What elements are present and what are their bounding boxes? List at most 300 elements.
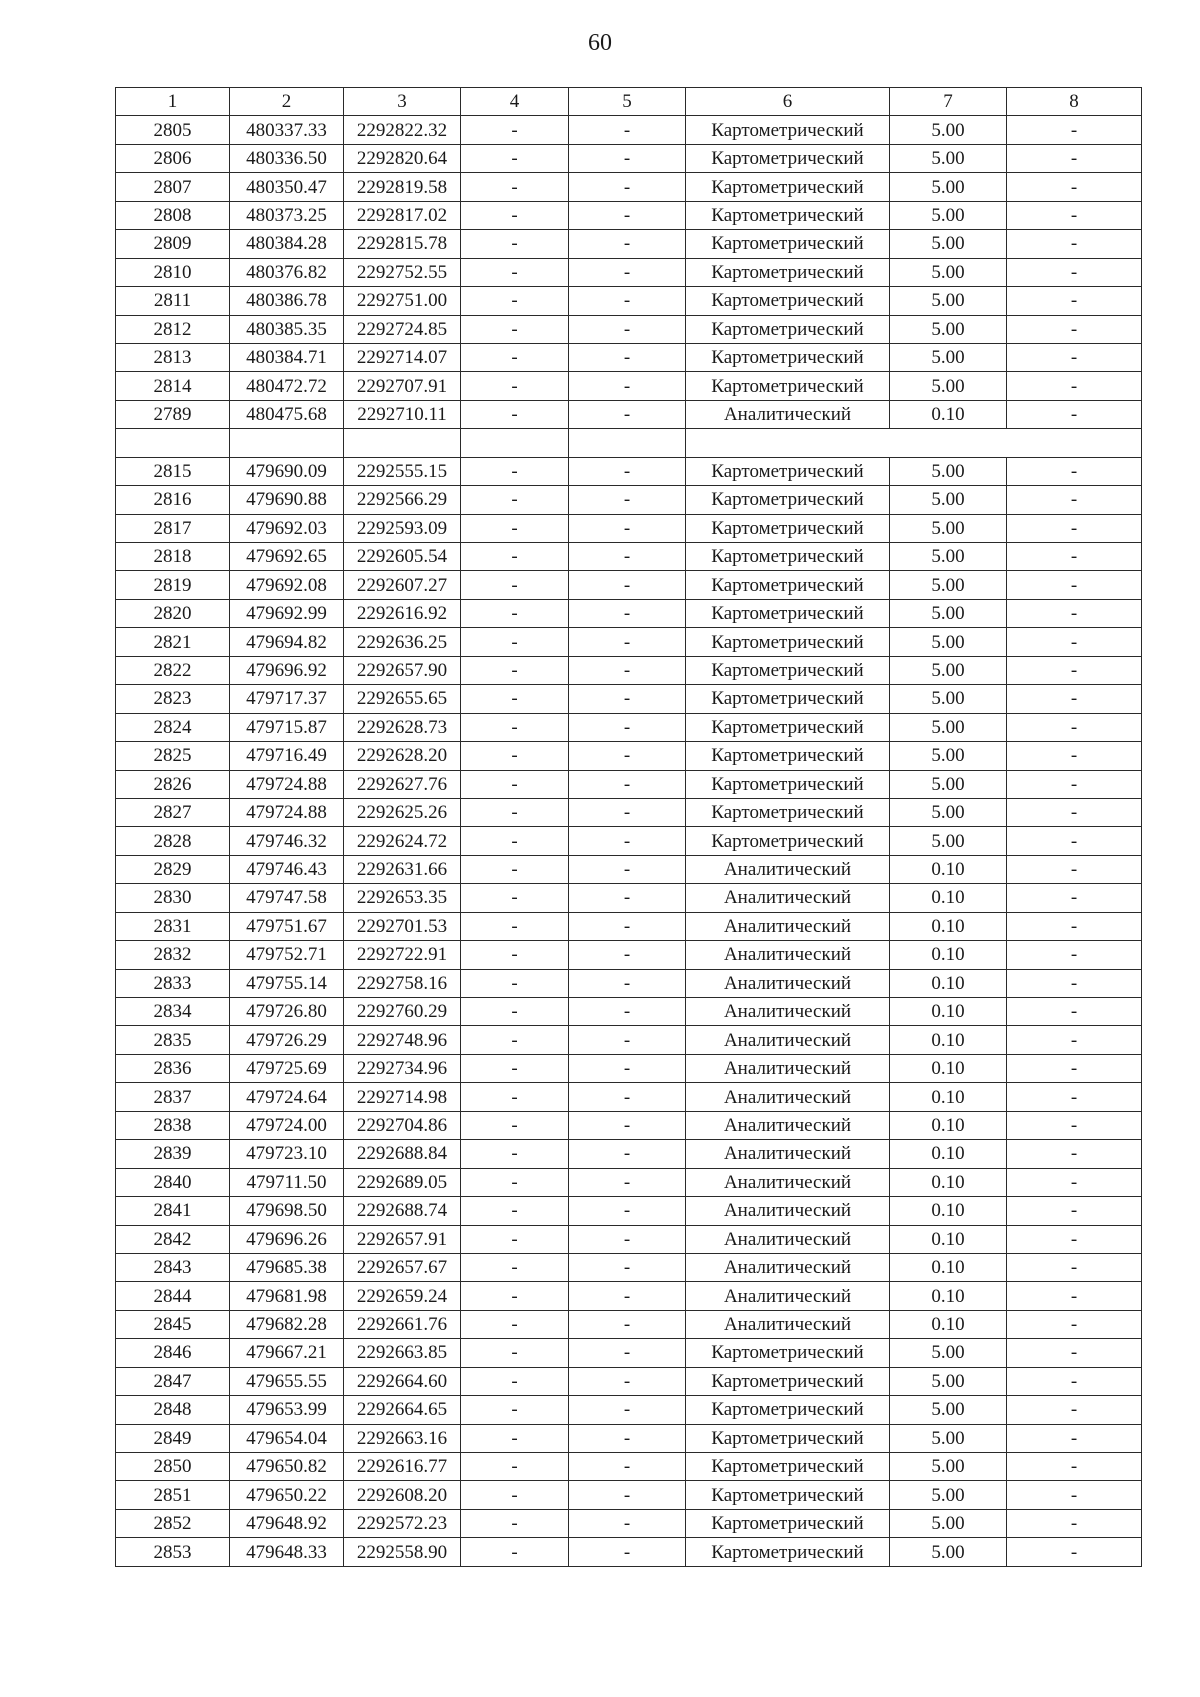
table-cell: Аналитический <box>686 400 890 428</box>
table-row <box>116 912 1142 940</box>
table-row <box>116 1111 1142 1139</box>
table-cell: 2831 <box>116 912 230 940</box>
table-cell: 2823 <box>116 685 230 713</box>
table-cell: - <box>1007 1253 1142 1281</box>
table-cell: - <box>1007 798 1142 826</box>
table-cell: 479724.88 <box>230 770 344 798</box>
table-cell: 2826 <box>116 770 230 798</box>
table-cell: - <box>1007 1424 1142 1452</box>
table-cell: 2849 <box>116 1424 230 1452</box>
table-cell: 2845 <box>116 1310 230 1338</box>
table-cell: 5.00 <box>890 1396 1007 1424</box>
table-cell: 479746.32 <box>230 827 344 855</box>
table-cell: - <box>1007 372 1142 400</box>
table-row <box>116 599 1142 627</box>
table-cell: - <box>569 1225 686 1253</box>
table-cell: 2292760.29 <box>344 998 461 1026</box>
table-cell: 2292817.02 <box>344 201 461 229</box>
table-cell: - <box>569 1310 686 1338</box>
table-cell: Аналитический <box>686 1168 890 1196</box>
table-cell: 479725.69 <box>230 1054 344 1082</box>
table-row <box>116 1253 1142 1281</box>
table-cell: 2292689.05 <box>344 1168 461 1196</box>
table-cell: Картометрический <box>686 230 890 258</box>
table-cell: 0.10 <box>890 400 1007 428</box>
table-cell: 2820 <box>116 599 230 627</box>
table-cell: 2817 <box>116 514 230 542</box>
separator-cell <box>569 429 686 457</box>
table-cell: - <box>461 628 569 656</box>
table-cell: - <box>569 514 686 542</box>
table-cell: 479716.49 <box>230 742 344 770</box>
table-cell: Картометрический <box>686 201 890 229</box>
table-row <box>116 1481 1142 1509</box>
table-cell: 2292688.74 <box>344 1197 461 1225</box>
table-cell: - <box>1007 770 1142 798</box>
table-cell: 2292752.55 <box>344 258 461 286</box>
table-cell: - <box>1007 1396 1142 1424</box>
table-cell: - <box>569 258 686 286</box>
table-cell: Картометрический <box>686 1453 890 1481</box>
table-cell: - <box>1007 457 1142 485</box>
table-cell: 479692.65 <box>230 543 344 571</box>
table-cell: - <box>1007 258 1142 286</box>
table-cell: - <box>569 457 686 485</box>
table-cell: - <box>569 1140 686 1168</box>
table-cell: 2844 <box>116 1282 230 1310</box>
table-cell: 5.00 <box>890 1424 1007 1452</box>
table-cell: 479724.64 <box>230 1083 344 1111</box>
table-cell: Картометрический <box>686 543 890 571</box>
table-cell: 2825 <box>116 742 230 770</box>
table-cell: 0.10 <box>890 941 1007 969</box>
table-cell: 2827 <box>116 798 230 826</box>
table-cell: 5.00 <box>890 656 1007 684</box>
table-cell: 2828 <box>116 827 230 855</box>
table-cell: Картометрический <box>686 315 890 343</box>
table-cell: - <box>569 372 686 400</box>
table-cell: - <box>1007 941 1142 969</box>
table-cell: 0.10 <box>890 1111 1007 1139</box>
table-cell: Аналитический <box>686 1111 890 1139</box>
table-cell: 2806 <box>116 144 230 172</box>
table-row <box>116 571 1142 599</box>
table-row <box>116 1310 1142 1338</box>
table-cell: Аналитический <box>686 1140 890 1168</box>
table-row <box>116 798 1142 826</box>
table-cell: - <box>461 457 569 485</box>
table-cell: - <box>461 941 569 969</box>
table-cell: Аналитический <box>686 1026 890 1054</box>
table-cell: - <box>569 315 686 343</box>
table-cell: - <box>569 571 686 599</box>
table-cell: 2292607.27 <box>344 571 461 599</box>
table-cell: - <box>1007 571 1142 599</box>
table-cell: - <box>569 713 686 741</box>
table-cell: - <box>461 315 569 343</box>
table-cell: Аналитический <box>686 1253 890 1281</box>
table-cell: - <box>1007 884 1142 912</box>
table-cell: - <box>1007 1538 1142 1566</box>
table-cell: 2814 <box>116 372 230 400</box>
table-cell: - <box>1007 656 1142 684</box>
table-row <box>116 372 1142 400</box>
table-cell: 5.00 <box>890 1481 1007 1509</box>
table-cell: 5.00 <box>890 685 1007 713</box>
table-cell: 0.10 <box>890 912 1007 940</box>
table-cell: 479690.09 <box>230 457 344 485</box>
table-cell: 2292558.90 <box>344 1538 461 1566</box>
table-row <box>116 1538 1142 1566</box>
table-cell: - <box>1007 1367 1142 1395</box>
table-cell: 479723.10 <box>230 1140 344 1168</box>
table-cell: Картометрический <box>686 713 890 741</box>
table-cell: 480373.25 <box>230 201 344 229</box>
table-cell: 2832 <box>116 941 230 969</box>
table-cell: - <box>461 855 569 883</box>
table-cell: 479746.43 <box>230 855 344 883</box>
column-header: 4 <box>461 88 569 116</box>
table-cell: 5.00 <box>890 599 1007 627</box>
table-cell: 479685.38 <box>230 1253 344 1281</box>
table-cell: 480337.33 <box>230 116 344 144</box>
table-cell: 2812 <box>116 315 230 343</box>
table-row <box>116 969 1142 997</box>
table-cell: 0.10 <box>890 1026 1007 1054</box>
table-cell: 2816 <box>116 486 230 514</box>
table-cell: 2819 <box>116 571 230 599</box>
table-cell: - <box>569 486 686 514</box>
table-cell: Картометрический <box>686 116 890 144</box>
table-row <box>116 144 1142 172</box>
table-cell: - <box>461 912 569 940</box>
table-row <box>116 685 1142 713</box>
table-cell: 480475.68 <box>230 400 344 428</box>
table-cell: 479692.08 <box>230 571 344 599</box>
table-cell: 2851 <box>116 1481 230 1509</box>
table-cell: 2292625.26 <box>344 798 461 826</box>
table-cell: Картометрический <box>686 656 890 684</box>
table-cell: 479747.58 <box>230 884 344 912</box>
separator-cell <box>686 429 1142 457</box>
table-cell: - <box>461 1481 569 1509</box>
table-row <box>116 287 1142 315</box>
table-cell: - <box>461 713 569 741</box>
table-cell: 479653.99 <box>230 1396 344 1424</box>
table-cell: - <box>461 599 569 627</box>
table-row <box>116 514 1142 542</box>
table-cell: 480384.28 <box>230 230 344 258</box>
table-cell: - <box>1007 1168 1142 1196</box>
table-cell: - <box>1007 912 1142 940</box>
table-cell: - <box>461 173 569 201</box>
table-cell: 2292572.23 <box>344 1509 461 1537</box>
table-cell: 2292663.85 <box>344 1339 461 1367</box>
table-cell: 479654.04 <box>230 1424 344 1452</box>
table-cell: Аналитический <box>686 1310 890 1338</box>
table-row <box>116 400 1142 428</box>
table-cell: 479650.82 <box>230 1453 344 1481</box>
table-row <box>116 1083 1142 1111</box>
table-cell: 0.10 <box>890 1253 1007 1281</box>
table-cell: 2842 <box>116 1225 230 1253</box>
table-cell: 2292714.07 <box>344 343 461 371</box>
table-cell: - <box>1007 173 1142 201</box>
table-cell: - <box>461 1140 569 1168</box>
table-cell: 2808 <box>116 201 230 229</box>
table-row <box>116 1339 1142 1367</box>
table-cell: - <box>569 770 686 798</box>
table-section-2 <box>116 457 1142 1566</box>
table-cell: 2292664.65 <box>344 1396 461 1424</box>
table-cell: 2822 <box>116 656 230 684</box>
column-header: 6 <box>686 88 890 116</box>
table-cell: 5.00 <box>890 457 1007 485</box>
table-cell: - <box>461 1054 569 1082</box>
table-cell: 5.00 <box>890 287 1007 315</box>
table-cell: 2835 <box>116 1026 230 1054</box>
table-cell: 2292653.35 <box>344 884 461 912</box>
table-cell: - <box>1007 1197 1142 1225</box>
separator-cell <box>461 429 569 457</box>
table-cell: 5.00 <box>890 315 1007 343</box>
table-cell: 480472.72 <box>230 372 344 400</box>
table-row <box>116 230 1142 258</box>
separator-cell <box>230 429 344 457</box>
table-cell: - <box>461 969 569 997</box>
table-cell: - <box>461 1197 569 1225</box>
table-cell: 2824 <box>116 713 230 741</box>
table-cell: - <box>569 144 686 172</box>
table-cell: Аналитический <box>686 1054 890 1082</box>
table-cell: 2853 <box>116 1538 230 1566</box>
table-cell: - <box>1007 1225 1142 1253</box>
table-cell: - <box>569 343 686 371</box>
table-cell: 2292657.90 <box>344 656 461 684</box>
table-cell: Картометрический <box>686 1396 890 1424</box>
table-cell: 480386.78 <box>230 287 344 315</box>
table-cell: 2292659.24 <box>344 1282 461 1310</box>
table-cell: 479751.67 <box>230 912 344 940</box>
table-row <box>116 258 1142 286</box>
table-cell: 2292722.91 <box>344 941 461 969</box>
table-cell: 2805 <box>116 116 230 144</box>
table-cell: - <box>461 1509 569 1537</box>
table-row <box>116 827 1142 855</box>
table-row <box>116 998 1142 1026</box>
table-cell: Картометрический <box>686 770 890 798</box>
table-cell: Картометрический <box>686 1509 890 1537</box>
table-cell: - <box>1007 315 1142 343</box>
table-cell: Аналитический <box>686 1282 890 1310</box>
table-cell: 2292616.77 <box>344 1453 461 1481</box>
table-row <box>116 457 1142 485</box>
separator-cell <box>116 429 230 457</box>
table-cell: - <box>569 287 686 315</box>
table-row <box>116 855 1142 883</box>
table-row <box>116 315 1142 343</box>
table-cell: 2292822.32 <box>344 116 461 144</box>
table-cell: 2834 <box>116 998 230 1026</box>
table-cell: 5.00 <box>890 770 1007 798</box>
table-cell: 5.00 <box>890 571 1007 599</box>
table-cell: - <box>569 855 686 883</box>
table-cell: Картометрический <box>686 486 890 514</box>
table-cell: - <box>1007 1140 1142 1168</box>
table-cell: - <box>461 1225 569 1253</box>
table-cell: - <box>461 1453 569 1481</box>
table-cell: - <box>461 770 569 798</box>
table-cell: - <box>569 1538 686 1566</box>
table-cell: - <box>1007 543 1142 571</box>
table-cell: 5.00 <box>890 1367 1007 1395</box>
table-cell: - <box>1007 230 1142 258</box>
table-row <box>116 1026 1142 1054</box>
separator-row <box>116 429 1142 457</box>
table-cell: 0.10 <box>890 1197 1007 1225</box>
table-cell: - <box>1007 1481 1142 1509</box>
table-cell: Картометрический <box>686 628 890 656</box>
table-cell: 2843 <box>116 1253 230 1281</box>
table-cell: - <box>569 1453 686 1481</box>
table-row <box>116 1197 1142 1225</box>
table-cell: Картометрический <box>686 173 890 201</box>
table-cell: - <box>569 230 686 258</box>
table-cell: 479696.92 <box>230 656 344 684</box>
table-cell: 479726.29 <box>230 1026 344 1054</box>
table-cell: 480385.35 <box>230 315 344 343</box>
table-cell: - <box>1007 144 1142 172</box>
table-cell: - <box>1007 713 1142 741</box>
table-row <box>116 1367 1142 1395</box>
table-cell: 5.00 <box>890 742 1007 770</box>
table-cell: 5.00 <box>890 486 1007 514</box>
table-cell: 2292566.29 <box>344 486 461 514</box>
table-cell: 2292734.96 <box>344 1054 461 1082</box>
table-cell: - <box>461 1310 569 1338</box>
table-cell: - <box>461 1367 569 1395</box>
table-cell: Картометрический <box>686 742 890 770</box>
table-cell: - <box>1007 514 1142 542</box>
table-cell: - <box>569 969 686 997</box>
table-cell: - <box>569 998 686 1026</box>
table-cell: - <box>461 372 569 400</box>
table-cell: 480376.82 <box>230 258 344 286</box>
table-cell: - <box>569 116 686 144</box>
table-cell: - <box>1007 343 1142 371</box>
table-cell: - <box>569 400 686 428</box>
table-cell: - <box>461 571 569 599</box>
table-cell: - <box>569 1282 686 1310</box>
table-cell: 479696.26 <box>230 1225 344 1253</box>
table-row <box>116 1453 1142 1481</box>
table-cell: - <box>569 1396 686 1424</box>
table-cell: - <box>569 1111 686 1139</box>
table-cell: 2852 <box>116 1509 230 1537</box>
table-cell: - <box>461 998 569 1026</box>
table-cell: 5.00 <box>890 1453 1007 1481</box>
table-cell: Картометрический <box>686 685 890 713</box>
separator-cell <box>344 429 461 457</box>
table-cell: 0.10 <box>890 855 1007 883</box>
table-cell: - <box>461 1396 569 1424</box>
table-cell: - <box>461 1253 569 1281</box>
table-cell: - <box>1007 287 1142 315</box>
table-cell: 2292555.15 <box>344 457 461 485</box>
table-cell: 2292710.11 <box>344 400 461 428</box>
table-cell: - <box>1007 486 1142 514</box>
table-cell: - <box>1007 685 1142 713</box>
table-cell: 479690.88 <box>230 486 344 514</box>
table-cell: Аналитический <box>686 941 890 969</box>
table-cell: 2841 <box>116 1197 230 1225</box>
table-cell: - <box>1007 1339 1142 1367</box>
table-cell: 479726.80 <box>230 998 344 1026</box>
table-cell: - <box>461 884 569 912</box>
table-row <box>116 1225 1142 1253</box>
table-cell: - <box>569 628 686 656</box>
table-cell: 2807 <box>116 173 230 201</box>
table-cell: 2292593.09 <box>344 514 461 542</box>
table-cell: - <box>1007 628 1142 656</box>
table-cell: 2292627.76 <box>344 770 461 798</box>
table-cell: 479755.14 <box>230 969 344 997</box>
table-row <box>116 884 1142 912</box>
table-cell: - <box>461 1168 569 1196</box>
table-cell: - <box>569 1026 686 1054</box>
table-cell: - <box>461 543 569 571</box>
table-cell: 2838 <box>116 1111 230 1139</box>
table-cell: 2292819.58 <box>344 173 461 201</box>
table-cell: 479682.28 <box>230 1310 344 1338</box>
table-cell: - <box>1007 1509 1142 1537</box>
table-cell: 2815 <box>116 457 230 485</box>
table-cell: 2818 <box>116 543 230 571</box>
table-cell: - <box>569 656 686 684</box>
column-header: 1 <box>116 88 230 116</box>
table-cell: 2292701.53 <box>344 912 461 940</box>
table-cell: - <box>1007 855 1142 883</box>
table-cell: 2292724.85 <box>344 315 461 343</box>
table-cell: - <box>1007 400 1142 428</box>
table-cell: 2840 <box>116 1168 230 1196</box>
table-cell: 2836 <box>116 1054 230 1082</box>
table-cell: 5.00 <box>890 116 1007 144</box>
table-cell: Аналитический <box>686 1197 890 1225</box>
table-cell: 0.10 <box>890 998 1007 1026</box>
table-cell: 479711.50 <box>230 1168 344 1196</box>
table-cell: - <box>1007 1026 1142 1054</box>
table-cell: Аналитический <box>686 912 890 940</box>
table-cell: Картометрический <box>686 1424 890 1452</box>
table-cell: 2292758.16 <box>344 969 461 997</box>
table-cell: - <box>569 201 686 229</box>
table-cell: 479692.99 <box>230 599 344 627</box>
table-cell: - <box>569 798 686 826</box>
table-cell: Аналитический <box>686 855 890 883</box>
table-cell: - <box>461 685 569 713</box>
table-cell: Картометрический <box>686 599 890 627</box>
table-cell: - <box>569 1253 686 1281</box>
table-cell: 2292657.91 <box>344 1225 461 1253</box>
table-cell: Картометрический <box>686 1538 890 1566</box>
table-cell: 2292661.76 <box>344 1310 461 1338</box>
table-cell: 5.00 <box>890 827 1007 855</box>
table-row <box>116 656 1142 684</box>
table-cell: - <box>569 599 686 627</box>
table-cell: Картометрический <box>686 287 890 315</box>
table-cell: 0.10 <box>890 1282 1007 1310</box>
